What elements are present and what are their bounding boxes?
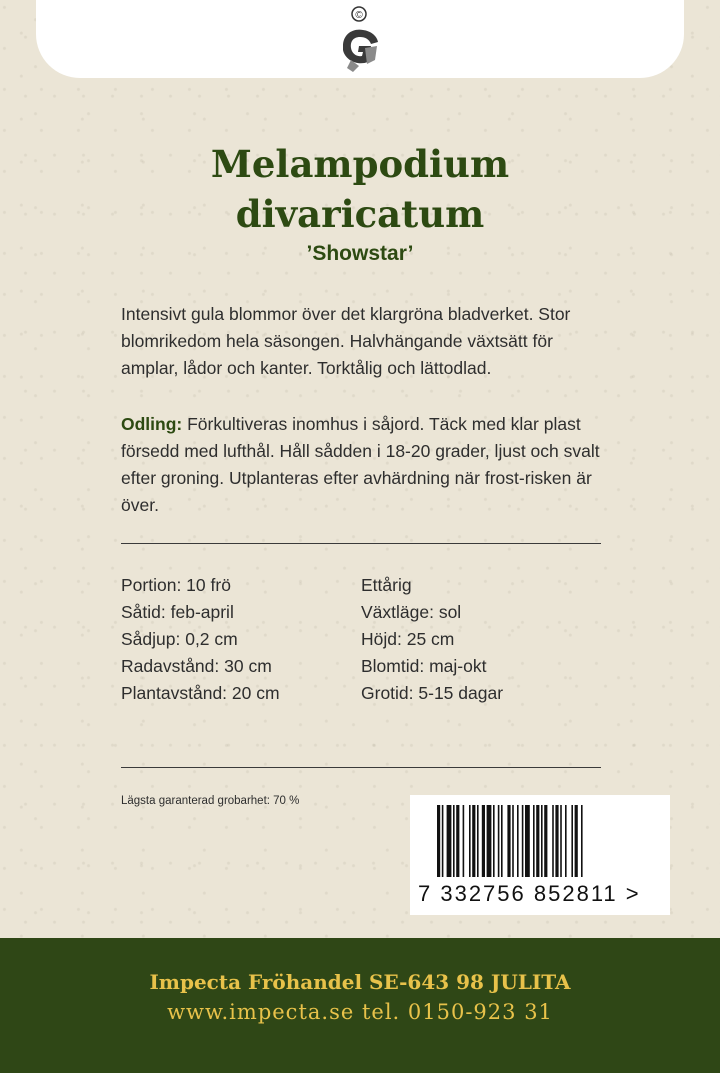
cultivation-label: Odling: [121,414,183,434]
cultivar-name: ’Showstar’ [306,242,414,265]
barcode-bar [575,805,578,877]
barcode-bar [512,805,514,877]
spec-sowing-time: Såtid: feb-april [121,602,234,622]
barcode-bar [453,805,455,877]
barcode-bar [463,805,465,877]
barcode-bar [487,805,492,877]
barcode-bar [482,805,485,877]
barcode-bar [536,805,539,877]
spec-germination-time: Grotid: 5-15 dagar [361,683,504,703]
barcode-bar [442,805,444,877]
barcode-bar [555,805,558,877]
spec-lifecycle: Ettårig [361,575,412,595]
barcode-bar [456,805,459,877]
specs-right-list [361,572,503,707]
cultivation-body: Förkultiveras inomhus i såjord. Täck med klar plast försedd med lufthål. Håll sådden i 18-20 grader, ljust och svalt efter groning. Utplanteras efter avhärdning när frost-risken är över. [121,414,600,515]
barcode-bar [533,805,535,877]
impecta-logo-icon [331,2,387,76]
barcode-number: 7 332756 852811 > [418,881,641,906]
title-species: divaricatum [235,192,485,236]
barcode [410,795,670,915]
barcode-bar [437,805,440,877]
barcode-bar [517,805,519,877]
divider-top [121,543,601,544]
footer-contact: www.impecta.se tel. 0150-923 31 [167,1000,553,1024]
copyright-mark: © [355,10,363,21]
cultivation-text [121,411,601,519]
barcode-bar [565,805,567,877]
spec-plant-spacing: Plantavstånd: 20 cm [121,683,280,703]
description-text: Intensivt gula blommor över det klargröna bladverket. Stor blomrikedom hela säsongen. Halvhängande växtsätt för amplar, lådor och kanter. Torktålig och lättodlad. [121,304,571,378]
barcode-bar [493,805,495,877]
footer [0,938,720,1073]
germination-rate: Lägsta garanterad grobarhet: 70 % [121,795,300,807]
spec-position: Växtläge: sol [361,602,462,622]
specs-left-list [121,572,280,707]
barcode-bar [552,805,554,877]
spec-height: Höjd: 25 cm [361,629,455,649]
barcode-bar [544,805,547,877]
barcode-bar [469,805,471,877]
barcode-bar [571,805,573,877]
footer-company: Impecta Fröhandel SE-643 98 JULITA [149,970,571,994]
title-genus: Melampodium [210,142,510,186]
barcode-bar [522,805,524,877]
barcode-bar [541,805,543,877]
barcode-bar [477,805,479,877]
spec-sowing-depth: Sådjup: 0,2 cm [121,629,238,649]
spec-row-spacing: Radavstånd: 30 cm [121,656,272,676]
barcode-bar [501,805,503,877]
barcode-bars [437,805,637,877]
spec-bloom-time: Blomtid: maj-okt [361,656,487,676]
divider-bottom [121,767,601,768]
barcode-bar [447,805,452,877]
spec-portion: Portion: 10 frö [121,575,231,595]
barcode-bar [472,805,475,877]
barcode-bar [525,805,530,877]
barcode-bar [581,805,583,877]
barcode-bar [560,805,562,877]
barcode-bar [507,805,510,877]
barcode-bar [498,805,500,877]
